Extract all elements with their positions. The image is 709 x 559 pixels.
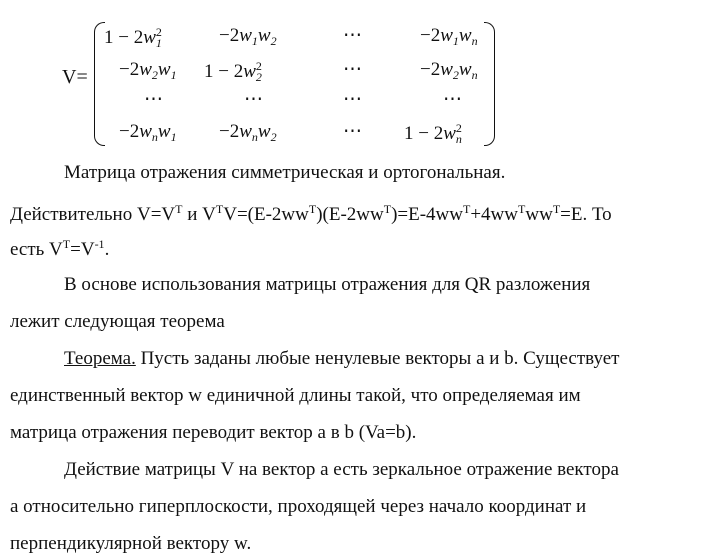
- matrix-cell-3-1: ⋯: [144, 89, 163, 110]
- matrix-label: V=: [62, 66, 88, 88]
- matrix-cell-1-4: $-2w_1w_n$: [420, 25, 478, 48]
- matrix-cell-2-3: ⋯: [343, 59, 362, 80]
- paragraph-action-line-2: a относительно гиперплоскости, проходящей через начало координат и: [10, 496, 587, 517]
- paragraph-symmetric: Матрица отражения симметрическая и ортогональная.: [64, 162, 506, 183]
- matrix-cell-1-2: $-2w_1w_2$: [219, 25, 277, 48]
- matrix-cell-2-1: $-2w_2w_1$: [119, 59, 177, 82]
- paragraph-action-line-3: перпендикулярной вектору w.: [10, 533, 252, 554]
- matrix-cell-1-3: ⋯: [343, 25, 362, 46]
- matrix-cell-1-1: $1 - 2w_1^2$: [104, 25, 162, 50]
- paragraph-proof-line-1: Действительно $V=V^T$ и $V^TV=(E-2ww^T)(E-2ww^T)=E-4ww^T+4ww^Tww^T=E$. То: [10, 202, 612, 225]
- theorem-label: Теорема.: [64, 348, 136, 369]
- paragraph-theorem-line-1: Теорема. Пусть заданы любые ненулевые векторы a и b. Существует: [64, 348, 620, 369]
- matrix-cell-2-4: $-2w_2w_n$: [420, 59, 478, 82]
- paragraph-proof-line-2: есть $V^T=V^{-1}$.: [10, 237, 110, 260]
- matrix-cell-3-4: ⋯: [443, 89, 462, 110]
- paragraph-qr-line-2: лежит следующая теорема: [10, 311, 225, 332]
- matrix-cell-4-3: ⋯: [343, 121, 362, 142]
- matrix-right-bracket: [484, 22, 495, 146]
- paragraph-action-line-1: Действие матрицы V на вектор a есть зеркальное отражение вектора: [64, 459, 619, 480]
- matrix-cell-2-2: $1 - 2w_2^2$: [204, 59, 262, 84]
- matrix-cell-3-3: ⋯: [343, 89, 362, 110]
- paragraph-qr-line-1: В основе использования матрицы отражения для QR разложения: [64, 274, 591, 295]
- matrix-cell-4-2: $-2w_nw_2$: [219, 121, 277, 144]
- matrix-cell-4-4: $1 - 2w_n^2$: [404, 121, 462, 146]
- paragraph-theorem-line-2: единственный вектор w единичной длины такой, что определяемая им: [10, 385, 581, 406]
- matrix-cell-3-2: ⋯: [244, 89, 263, 110]
- matrix-cell-4-1: $-2w_nw_1$: [119, 121, 177, 144]
- paragraph-theorem-line-3: матрица отражения переводит вектор a в b (Va=b).: [10, 422, 417, 443]
